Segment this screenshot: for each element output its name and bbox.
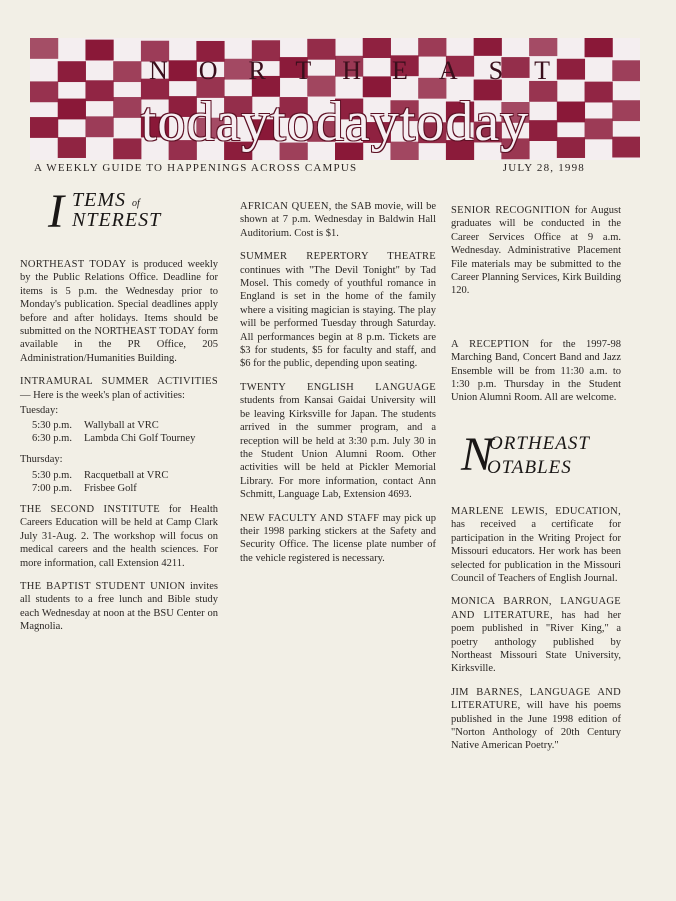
item-lead: AFRICAN QUEEN, [240, 201, 332, 212]
item-body: has received a certificate for participation in the Writing Project for Missouri educators. Her work has been selected for publication in the Missouri Council of Teachers of English Journal. [451, 519, 621, 584]
item-lead: NORTHEAST TODAY [20, 259, 127, 270]
notables-header-line1: ORTHEAST [489, 432, 590, 454]
item-summer-repertory [240, 250, 436, 371]
item-intramural [20, 375, 218, 402]
notable-lewis [451, 505, 621, 585]
schedule-tuesday [20, 419, 199, 445]
items-header-word: TEMS [72, 189, 126, 211]
item-body: invites all students to a free lunch and Bible study each Wednesday at noon at the BSU Center on Magnolia. [20, 580, 219, 633]
items-header-of: of [132, 198, 140, 209]
schedule-event: Frisbee Golf [84, 482, 137, 494]
schedule-time: 6:30 p.m. [32, 433, 72, 445]
item-lead: TWENTY ENGLISH LANGUAGE [240, 381, 436, 393]
item-body: may pick up their 1998 parking stickers at the Safety and Security Office. The license plate number of the vehicle registered is necessary. [240, 512, 437, 564]
schedule-time: 7:00 p.m. [32, 482, 72, 494]
masthead-today-title: todaytodaytoday [140, 91, 530, 153]
item-lead: NEW FACULTY AND STAFF [240, 512, 380, 524]
schedule-row [20, 419, 199, 432]
item-lead: JIM BARNES, LANGUAGE AND LITERATURE, [451, 686, 621, 712]
tagline-bar [34, 162, 640, 174]
item-lead: MARLENE LEWIS, EDUCATION, [451, 505, 621, 517]
schedule-event: Lambda Chi Golf Tourney [84, 433, 196, 445]
column-2 [240, 200, 436, 575]
schedule-thursday [20, 469, 172, 495]
masthead-checker-square [474, 38, 502, 56]
item-body: continues with "The Devil Tonight" by Tad Mosel. This comedy of youthful romance in England is set in the home of the family where a visiting magician is staying. The play will be performed Tuesday through Saturday. All performances begin at 8 p.m. Tickets are $3 for students, $5 for faculty and staff, and $6 for the public, depending upon seating. [240, 264, 436, 370]
column-3 [451, 204, 621, 763]
masthead-checker-square [363, 38, 391, 58]
northeast-notables-header [451, 427, 621, 491]
notables-header-initial: N [461, 427, 494, 481]
item-body: — Here is the week's plan of activities: [20, 389, 185, 401]
item-african-queen [240, 200, 436, 240]
schedule-event: Wallyball at VRC [84, 420, 159, 432]
item-second-institute [20, 503, 218, 570]
item-body: is produced weekly by the Public Relations Office. Deadline for items is 5 p.m. the Wednesday prior to Monday's publication. Special deadlines apply before and after holidays. Items should be submitted on the NORTHEAST TODAY form available in the PR Office, 205 Administration/Humanities Building. [20, 259, 219, 364]
schedule-event: Racquetball at VRC [84, 469, 169, 481]
item-senior-recognition [451, 204, 621, 298]
schedule-time: 5:30 p.m. [32, 469, 72, 481]
item-body: for the 1997-98 Marching Band, Concert Band and Jazz Ensemble will be from 11:30 a.m. to 1:30 p.m. Thursday in the Student Union Alumni Room. All are welcome. [451, 338, 621, 404]
item-lead: THE BAPTIST STUDENT UNION [20, 580, 186, 592]
masthead-checker-square [418, 38, 446, 57]
item-northeast-today [20, 258, 218, 365]
item-baptist-union [20, 580, 218, 634]
items-of-interest-header [20, 185, 218, 244]
item-body: for August graduates will be conducted in the Career Services Office at 9 a.m. Wednesday. Administrative Placement File materials may be submitted to the Career Planning Services, Kirk Building 120. [451, 205, 622, 297]
schedule-time: 5:30 p.m. [32, 420, 72, 432]
column-1 [20, 185, 219, 644]
notables-header-line2: OTABLES [487, 456, 572, 478]
issue-date: JULY 28, 1998 [502, 162, 585, 174]
item-body: will have his poems published in the June 1998 edition of "Norton Anthology of 20th Century Native American Poetry." [451, 700, 621, 752]
notable-barnes [451, 686, 621, 753]
items-header-line2: NTEREST [72, 209, 162, 231]
item-reception [451, 338, 621, 405]
schedule-row [20, 432, 199, 445]
tagline-text: A WEEKLY GUIDE TO HAPPENINGS ACROSS CAMPUS [34, 162, 358, 174]
item-lead: A RECEPTION [451, 338, 530, 350]
schedule-row [20, 482, 172, 495]
item-new-faculty [240, 512, 436, 566]
item-body: has had her poem published in "River King," a poetry anthology published by Northeast Missouri State University, Kirksville. [451, 609, 622, 675]
item-english-language [240, 381, 436, 502]
items-header-initial: I [48, 185, 64, 238]
masthead-northeast-title: NORTHEAST [149, 56, 581, 85]
item-body: the SAB movie, will be shown at 7 p.m. Wednesday in Baldwin Hall Auditorium. Cost is $1. [240, 201, 436, 239]
item-lead: SENIOR RECOGNITION [451, 205, 571, 216]
item-body: for Health Careers Education will be held at Camp Clark July 31-Aug. 2. The workshop will focus on medical careers and the health sciences. For more information, call Extension 4211. [20, 503, 218, 569]
item-lead: MONICA BARRON, LANGUAGE AND LITERATURE, [451, 596, 621, 621]
item-lead: SUMMER REPERTORY THEATRE [240, 251, 436, 263]
schedule-day-label: Tuesday: [20, 405, 59, 417]
masthead-checker-square [529, 38, 557, 56]
masthead [30, 38, 640, 160]
masthead-checker-square [585, 38, 613, 57]
items-header-line1 [72, 189, 140, 211]
notable-barron [451, 595, 621, 675]
item-lead: INTRAMURAL SUMMER ACTIVITIES [20, 376, 218, 388]
item-body: students from Kansai Gaidai University will be leaving Kirksville for Japan. The students arrived in the summer program, and a reception will be held at 3:30 p.m. July 30 in the Student Union Alumni Room. Other activities will be held at Pickler Memorial Library. For more information, contact Ann Schmitt, Language Lab, Extension 4693. [240, 395, 436, 501]
schedule-row [20, 469, 172, 482]
schedule-day-label: Thursday: [20, 454, 63, 466]
item-lead: THE SECOND INSTITUTE [20, 503, 160, 515]
